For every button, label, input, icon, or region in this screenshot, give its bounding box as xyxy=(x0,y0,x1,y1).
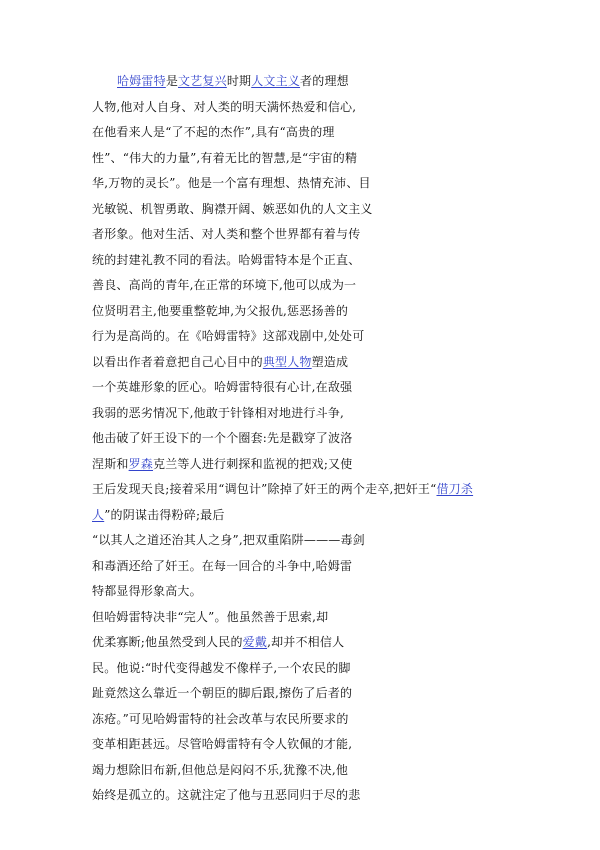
text-line xyxy=(92,222,572,248)
text-segment: 特都显得形象高大。 xyxy=(92,584,202,598)
text-segment: 他击破了奸王设下的一个个圈套:先是戳穿了波洛 xyxy=(92,431,353,445)
text-line xyxy=(92,579,572,605)
text-line xyxy=(92,95,572,121)
text-line xyxy=(92,273,572,299)
hyperlink[interactable]: 罗森 xyxy=(128,456,154,471)
hyperlink[interactable]: 人文主义 xyxy=(251,74,301,88)
text-line xyxy=(92,732,572,758)
text-segment: 以看出作者着意把自己心目中的 xyxy=(92,354,263,369)
text-line xyxy=(92,375,572,401)
text-line xyxy=(92,426,572,452)
text-line xyxy=(92,758,572,784)
text-segment: 王后发现天良;接着采用“调包计”除掉了奸王的两个走卒,把奸王“ xyxy=(92,482,437,496)
text-segment: 竭力想除旧布新,但他总是闷闷不乐,犹豫不决,他 xyxy=(92,762,349,777)
text-segment: 在他看来人是“了不起的杰作”,具有“高贵的理 xyxy=(92,125,335,139)
text-segment: 位贤明君主,他要重整乾坤,为父报仇,惩恶扬善的 xyxy=(92,303,349,318)
text-segment: 光敏锐、机智勇敢、胸襟开阔、嫉恶如仇的人文主义 xyxy=(92,201,373,216)
text-line xyxy=(92,452,572,478)
text-segment: 人物,他对人自身、对人类的明天满怀热爱和信心, xyxy=(92,99,357,114)
text-segment: 时期 xyxy=(226,74,252,88)
text-segment: 统的封建礼教不同的看法。哈姆雷特本是个正直、 xyxy=(92,252,361,267)
text-segment: 民。他说:“时代变得越发不像样子,一个农民的脚 xyxy=(92,660,351,675)
text-line xyxy=(92,630,572,656)
text-segment: 始终是孤立的。这就注定了他与丑恶同归于尽的悲 xyxy=(92,788,361,802)
hyperlink[interactable]: 文艺复兴 xyxy=(178,74,227,88)
hyperlink[interactable]: 爱戴 xyxy=(242,635,268,649)
text-segment: 行为是高尚的。在《哈姆雷特》这部戏剧中,处处可 xyxy=(92,329,365,343)
text-line xyxy=(92,554,572,580)
text-segment: 善良、高尚的青年,在正常的环境下,他可以成为一 xyxy=(92,278,357,292)
text-line xyxy=(92,197,572,223)
hyperlink[interactable]: 人 xyxy=(92,507,105,522)
hyperlink[interactable]: 典型人物 xyxy=(262,354,312,369)
text-line xyxy=(92,69,572,95)
text-line xyxy=(92,528,572,554)
text-segment: 我弱的恶劣情况下,他敢于针锋相对地进行斗争, xyxy=(92,405,345,420)
text-segment: 塑造成 xyxy=(311,354,349,369)
text-line xyxy=(92,120,572,146)
text-segment: “以其人之道还治其人之身”,把双重陷阱———毒剑 xyxy=(92,533,365,547)
text-line xyxy=(92,681,572,707)
text-line xyxy=(92,146,572,172)
text-segment: 趾竟然这么靠近一个朝臣的脚后跟,擦伤了后者的 xyxy=(92,686,353,700)
hyperlink[interactable]: 哈姆雷特 xyxy=(117,74,166,88)
text-line xyxy=(92,503,572,529)
text-line xyxy=(92,783,572,809)
text-line xyxy=(92,477,572,503)
text-line xyxy=(92,248,572,274)
text-segment: 者的理想 xyxy=(300,74,349,88)
text-segment: 冻疮。”可见哈姆雷特的社会改革与农民所要求的 xyxy=(92,711,349,726)
text-segment: 者形象。他对生活、对人类和整个世界都有着与传 xyxy=(92,227,361,241)
text-segment: 但哈姆雷特决非“完人”。他虽然善于思索,却 xyxy=(92,609,329,624)
text-line xyxy=(92,656,572,682)
text-segment: 涅斯和 xyxy=(92,456,129,471)
text-segment: 和毒酒还给了奸王。在每一回合的斗争中,哈姆雷 xyxy=(92,558,353,573)
text-segment: 一个英雄形象的匠心。哈姆雷特很有心计,在敌强 xyxy=(92,380,353,394)
text-line xyxy=(92,324,572,350)
text-line xyxy=(92,171,572,197)
document-body xyxy=(92,69,572,809)
text-line xyxy=(92,707,572,733)
text-segment: 变革相距甚远。尽管哈姆雷特有令人钦佩的才能, xyxy=(92,737,353,751)
text-segment: 优柔寡断;他虽然受到人民的 xyxy=(92,635,243,649)
text-segment: ,却并不相信人 xyxy=(267,635,345,649)
text-line xyxy=(92,401,572,427)
text-segment: ”的阴谋击得粉碎;最后 xyxy=(104,507,225,522)
text-segment: 克兰等人进行刺探和监视的把戏;又使 xyxy=(153,456,353,471)
text-line xyxy=(92,299,572,325)
text-segment: 是 xyxy=(165,74,179,88)
text-segment: 性”、“伟大的力量”,有着无比的智慧,是“宇宙的精 xyxy=(92,150,358,165)
text-line xyxy=(92,350,572,376)
text-segment: 华,万物的灵长”。他是一个富有理想、热情充沛、目 xyxy=(92,176,371,190)
hyperlink[interactable]: 借刀杀 xyxy=(436,482,474,496)
text-line xyxy=(92,605,572,631)
